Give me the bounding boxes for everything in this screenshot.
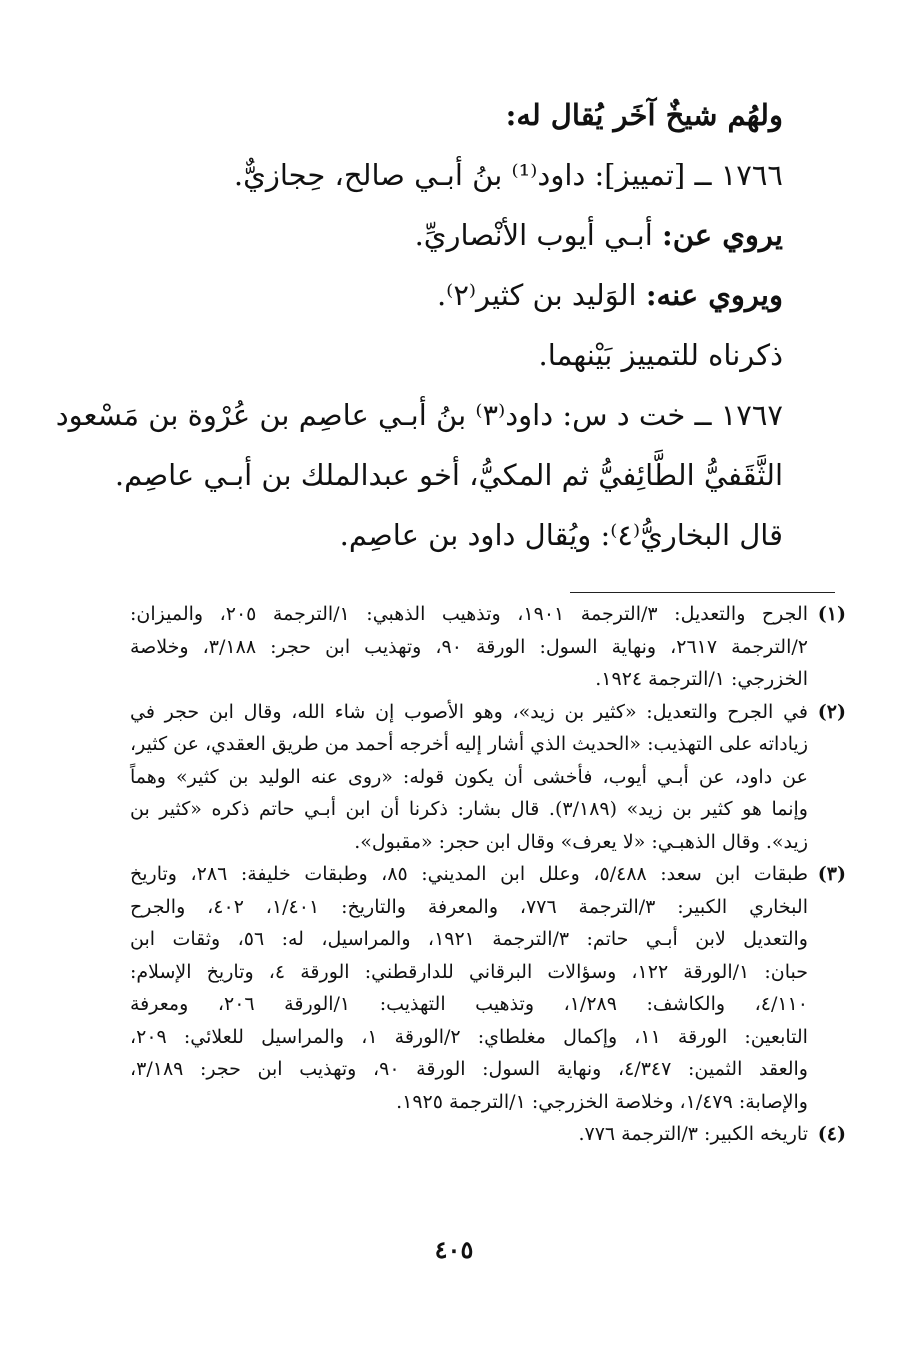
footnote-line: تاريخه الكبير: ٣/الترجمة ٧٧٦. [578, 1123, 808, 1145]
footnote-line: وإنما هو كثير بن زيد» (٣/١٨٩). قال بشار: ذكرنا أن ابن أبـي حاتم ذكره «كثير بن [130, 798, 808, 820]
narrates-from-value: أبـي أيوب الأنْصاريِّ. [414, 218, 663, 252]
footnote-line: والتعديل لابن أبـي حاتم: ٣/الترجمة ١٩٢١، والمراسيل، له: ٥٦، وثقات ابن [130, 928, 808, 950]
distinction-note: ذكرناه للتمييز بَيْنهما. [538, 338, 783, 372]
footnote-line: زيد». وقال الذهبـي: «لا يعرف» وقال ابن حجر: «مقبول». [354, 830, 808, 853]
footnote-line: الجرح والتعديل: ٣/الترجمة ١٩٠١، وتذهيب الذهبي: ١/الترجمة ٢٠٥، والميزان: [130, 603, 808, 625]
footnote-line: عن داود، عن أبـي أيوب، فأخشى أن يكون قوله: «روى عنه الوليد بن كثير» وهماً [130, 765, 808, 788]
footnote-mark: (٢) [817, 700, 846, 723]
footnote-line: ٤/١١٠، والكاشف: ١/٢٨٩، وتذهيب التهذيب: ١/الورقة ٢٠٦، ومعرفة [130, 993, 808, 1015]
footnote-line: البخاري الكبير: ٣/الترجمة ٧٧٦، والمعرفة والتاريخ: ١/٤٠١، ٤٠٢، والجرح [130, 895, 808, 918]
footnotes [130, 598, 846, 1151]
footnote-line: طبقات ابن سعد: ٥/٤٨٨، وعلل ابن المديني: ٨٥، وطبقات خليفة: ٢٨٦، وتاريخ [130, 863, 808, 885]
footnote-line: في الجرح والتعديل: «كثير بن زيد»، وهو الأصوب إن شاء الله، وقال ابن حجر في [130, 700, 808, 723]
footnote-separator [570, 592, 835, 593]
entry-1767-cont: الثَّقَفيُّ الطَّائِفيُّ ثم المكيُّ، أخو عبدالملك بن أبـي عاصِم. [114, 458, 783, 492]
main-line-5 [130, 325, 783, 385]
footnote-3 [130, 858, 846, 1118]
heading-lead: ولهُم شيخٌ آخَر يُقال له: [505, 98, 783, 132]
footnote-mark: (٣) [817, 863, 846, 885]
footnote-line: التابعين: الورقة ١١، وإكمال مغلطاي: ٢/الورقة ١، والمراسيل للعلائي: ٢٠٩، [130, 1025, 808, 1048]
main-line-8 [130, 505, 783, 565]
main-line-2 [130, 145, 783, 205]
main-line-6 [55, 385, 783, 445]
main-line-7 [114, 445, 783, 505]
main-line-4 [130, 265, 783, 325]
page-number: ٤٠٥ [434, 1235, 474, 1264]
footnote-line: الخزرجي: ١/الترجمة ١٩٢٤. [595, 668, 808, 690]
entry-1767: ١٧٦٧ ــ خت د س: داود⁽٣⁾ بنُ أبـي عاصِم بن عُرْوة بن مَسْعود [55, 398, 783, 432]
footnote-1 [130, 598, 846, 696]
main-line-1 [130, 85, 783, 145]
narrates-from-label: يروي عن: [662, 218, 783, 252]
footnote-line: والإصابة: ١/٤٧٩، وخلاصة الخزرجي: ١/الترجمة ١٩٢٥. [396, 1090, 808, 1113]
footnote-line: حبان: ١/الورقة ١٢٢، وسؤالات البرقاني للدارقطني: الورقة ٤، وتاريخ الإسلام: [130, 960, 808, 983]
main-line-3 [130, 205, 783, 265]
narrated-by-label: ويروي عنه: [645, 278, 783, 312]
footnote-line: ٢/الترجمة ٢٦١٧، ونهاية السول: الورقة ٩٠، وتهذيب ابن حجر: ٣/١٨٨، وخلاصة [130, 635, 808, 658]
footnote-4 [130, 1118, 846, 1151]
narrated-by-value: الوَليد بن كثير⁽٢⁾. [436, 278, 646, 312]
footnote-mark: (٤) [817, 1123, 846, 1145]
footnote-line: زياداته على التهذيب: «الحديث الذي أشار إليه أخرجه أحمد من طريق العقدي، عن كثير، [130, 733, 808, 755]
bukhari-quote: قال البخاريُّ⁽٤⁾: ويُقال داود بن عاصِم. [339, 518, 783, 552]
entry-1766: ١٧٦٦ ــ [تمييز]: داود⁽¹⁾ بنُ أبـي صالح، حِجازيٌّ. [233, 158, 783, 192]
footnote-2 [130, 696, 846, 859]
footnote-line: والعقد الثمين: ٤/٣٤٧، ونهاية السول: الورقة ٩٠، وتهذيب ابن حجر: ٣/١٨٩، [130, 1058, 808, 1080]
footnote-mark: (١) [817, 603, 846, 625]
main-text [55, 85, 783, 565]
